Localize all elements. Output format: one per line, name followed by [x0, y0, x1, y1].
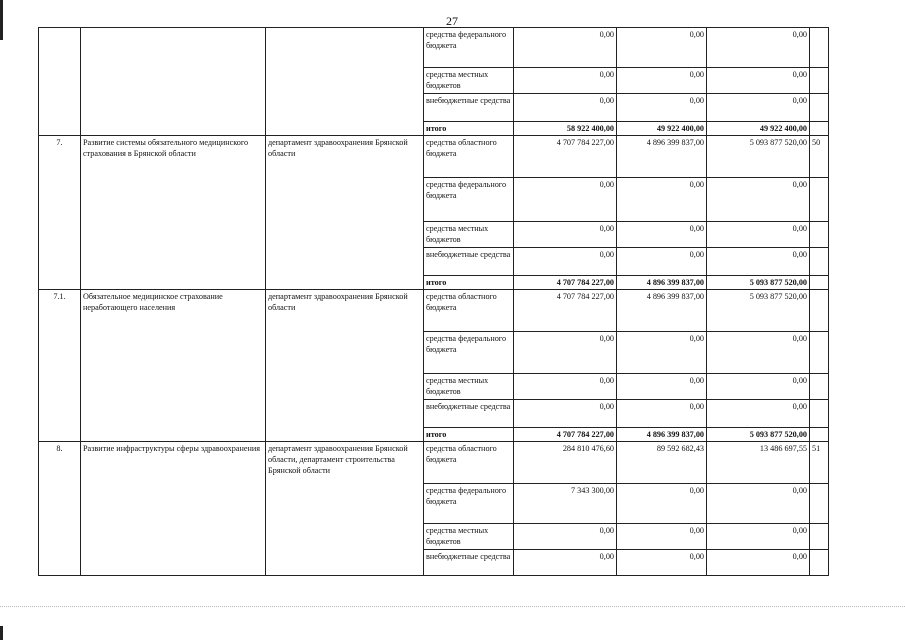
amount-year1-cell: 58 922 400,00	[514, 122, 617, 136]
amount-year3-cell: 0,00	[707, 374, 810, 400]
page-number: 27	[446, 14, 458, 28]
amount-year3-cell: 0,00	[707, 94, 810, 122]
amount-year1-cell: 0,00	[514, 28, 617, 68]
measure-name-cell	[81, 28, 266, 136]
responsible-executor-cell	[266, 28, 424, 136]
funding-source-cell: средства местных бюджетов	[424, 222, 514, 248]
amount-year2-cell: 0,00	[617, 28, 707, 68]
amount-year3-cell: 5 093 877 520,00	[707, 136, 810, 178]
funding-source-cell: внебюджетные средства	[424, 248, 514, 276]
indicator-ref-cell	[810, 276, 829, 290]
funding-source-cell: средства федерального бюджета	[424, 28, 514, 68]
amount-year3-cell: 5 093 877 520,00	[707, 290, 810, 332]
table-row	[39, 28, 829, 68]
amount-year3-cell: 0,00	[707, 332, 810, 374]
funding-source-cell: внебюджетные средства	[424, 550, 514, 576]
measure-name-cell: Обязательное медицинское страхование неработающего населения	[81, 290, 266, 442]
amount-year1-cell: 0,00	[514, 178, 617, 222]
indicator-ref-cell	[810, 248, 829, 276]
indicator-ref-cell	[810, 68, 829, 94]
amount-year1-cell: 0,00	[514, 332, 617, 374]
amount-year2-cell: 0,00	[617, 222, 707, 248]
measure-name-cell: Развитие инфраструктуры сферы здравоохранения	[81, 442, 266, 576]
row-number-cell	[39, 28, 81, 136]
amount-year3-cell: 0,00	[707, 28, 810, 68]
amount-year1-cell: 4 707 784 227,00	[514, 136, 617, 178]
amount-year2-cell: 89 592 682,43	[617, 442, 707, 484]
budget-table	[38, 27, 829, 576]
funding-source-cell: средства местных бюджетов	[424, 374, 514, 400]
amount-year2-cell: 0,00	[617, 94, 707, 122]
amount-year3-cell: 49 922 400,00	[707, 122, 810, 136]
amount-year1-cell: 4 707 784 227,00	[514, 428, 617, 442]
funding-source-cell: средства местных бюджетов	[424, 524, 514, 550]
indicator-ref-cell: 51	[810, 442, 829, 484]
funding-source-cell: внебюджетные средства	[424, 400, 514, 428]
amount-year3-cell: 0,00	[707, 178, 810, 222]
amount-year2-cell: 4 896 399 837,00	[617, 136, 707, 178]
amount-year2-cell: 0,00	[617, 248, 707, 276]
amount-year1-cell: 4 707 784 227,00	[514, 276, 617, 290]
funding-source-cell: средства областного бюджета	[424, 136, 514, 178]
responsible-executor-cell: департамент здравоохранения Брянской области, департамент строительства Брянской области	[266, 442, 424, 576]
amount-year1-cell: 0,00	[514, 68, 617, 94]
row-number-cell: 8.	[39, 442, 81, 576]
amount-year2-cell: 4 896 399 837,00	[617, 276, 707, 290]
amount-year3-cell: 0,00	[707, 222, 810, 248]
amount-year3-cell: 0,00	[707, 248, 810, 276]
scan-noise-line	[0, 606, 905, 608]
amount-year2-cell: 0,00	[617, 550, 707, 576]
amount-year3-cell: 0,00	[707, 484, 810, 524]
amount-year1-cell: 284 810 476,60	[514, 442, 617, 484]
amount-year2-cell: 0,00	[617, 524, 707, 550]
amount-year2-cell: 49 922 400,00	[617, 122, 707, 136]
indicator-ref-cell	[810, 222, 829, 248]
table-row	[39, 290, 829, 332]
indicator-ref-cell	[810, 428, 829, 442]
amount-year2-cell: 0,00	[617, 484, 707, 524]
funding-source-cell: средства местных бюджетов	[424, 68, 514, 94]
responsible-executor-cell: департамент здравоохранения Брянской области	[266, 290, 424, 442]
indicator-ref-cell	[810, 550, 829, 576]
amount-year3-cell: 0,00	[707, 400, 810, 428]
indicator-ref-cell	[810, 374, 829, 400]
amount-year3-cell: 13 486 697,55	[707, 442, 810, 484]
amount-year2-cell: 0,00	[617, 374, 707, 400]
amount-year2-cell: 4 896 399 837,00	[617, 428, 707, 442]
responsible-executor-cell: департамент здравоохранения Брянской области	[266, 136, 424, 290]
amount-year1-cell: 0,00	[514, 400, 617, 428]
table-row	[39, 442, 829, 484]
amount-year1-cell: 0,00	[514, 248, 617, 276]
funding-source-cell: итого	[424, 428, 514, 442]
amount-year2-cell: 0,00	[617, 332, 707, 374]
funding-source-cell: внебюджетные средства	[424, 94, 514, 122]
indicator-ref-cell	[810, 94, 829, 122]
indicator-ref-cell	[810, 178, 829, 222]
funding-source-cell: средства федерального бюджета	[424, 332, 514, 374]
amount-year1-cell: 0,00	[514, 550, 617, 576]
indicator-ref-cell	[810, 524, 829, 550]
amount-year3-cell: 0,00	[707, 550, 810, 576]
indicator-ref-cell	[810, 290, 829, 332]
scan-edge-mark-bottom	[0, 626, 3, 640]
funding-source-cell: итого	[424, 276, 514, 290]
indicator-ref-cell: 50	[810, 136, 829, 178]
indicator-ref-cell	[810, 122, 829, 136]
amount-year3-cell: 5 093 877 520,00	[707, 428, 810, 442]
indicator-ref-cell	[810, 400, 829, 428]
indicator-ref-cell	[810, 484, 829, 524]
funding-source-cell: средства федерального бюджета	[424, 484, 514, 524]
indicator-ref-cell	[810, 332, 829, 374]
indicator-ref-cell	[810, 28, 829, 68]
amount-year1-cell: 4 707 784 227,00	[514, 290, 617, 332]
amount-year2-cell: 4 896 399 837,00	[617, 290, 707, 332]
amount-year3-cell: 0,00	[707, 524, 810, 550]
amount-year2-cell: 0,00	[617, 400, 707, 428]
amount-year1-cell: 0,00	[514, 374, 617, 400]
table-row	[39, 136, 829, 178]
amount-year2-cell: 0,00	[617, 68, 707, 94]
amount-year1-cell: 0,00	[514, 222, 617, 248]
funding-source-cell: средства областного бюджета	[424, 290, 514, 332]
measure-name-cell: Развитие системы обязательного медицинского страхования в Брянской области	[81, 136, 266, 290]
amount-year3-cell: 0,00	[707, 68, 810, 94]
amount-year1-cell: 0,00	[514, 94, 617, 122]
amount-year1-cell: 0,00	[514, 524, 617, 550]
funding-source-cell: средства областного бюджета	[424, 442, 514, 484]
row-number-cell: 7.1.	[39, 290, 81, 442]
funding-source-cell: средства федерального бюджета	[424, 178, 514, 222]
scan-edge-mark	[0, 0, 3, 40]
funding-source-cell: итого	[424, 122, 514, 136]
amount-year2-cell: 0,00	[617, 178, 707, 222]
amount-year1-cell: 7 343 300,00	[514, 484, 617, 524]
row-number-cell: 7.	[39, 136, 81, 290]
amount-year3-cell: 5 093 877 520,00	[707, 276, 810, 290]
